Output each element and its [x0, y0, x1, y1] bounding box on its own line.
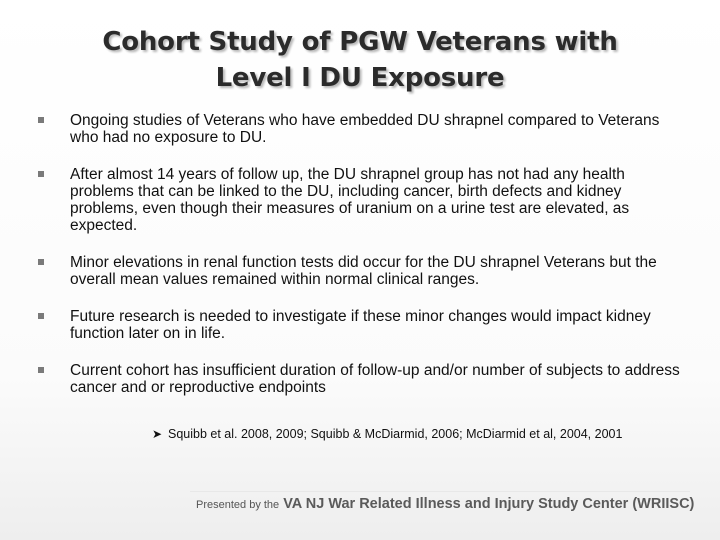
- citation-sub-bullet: [152, 426, 622, 442]
- title-line-2: Level I DU Exposure: [215, 63, 505, 93]
- bullet-text: Minor elevations in renal function tests did occur for the DU shrapnel Veterans but the overall mean values remained within normal clinical ranges.: [70, 254, 657, 288]
- footer-prefix: Presented by the: [196, 499, 280, 511]
- bullet-text: Future research is needed to investigate if these minor changes would impact kidney function later on in life.: [70, 308, 651, 342]
- bullet-item: [38, 362, 688, 396]
- bullet-text: Ongoing studies of Veterans who have embedded DU shrapnel compared to Veterans who had no exposure to DU.: [70, 112, 660, 146]
- square-bullet-icon: [38, 367, 44, 373]
- title-line-1: Cohort Study of PGW Veterans with: [102, 27, 618, 57]
- square-bullet-icon: [38, 117, 44, 123]
- square-bullet-icon: [38, 313, 44, 319]
- slide-title: [40, 24, 680, 96]
- bullet-text: Current cohort has insufficient duration of follow-up and/or number of subjects to address cancer and or reproductive endpoints: [70, 362, 680, 396]
- bullet-item: [38, 112, 688, 146]
- footer-org: VA NJ War Related Illness and Injury Study Center (WRIISC): [283, 496, 695, 512]
- footer-divider: [190, 491, 690, 492]
- bullet-list: [38, 112, 688, 396]
- arrow-bullet-icon: ➤: [152, 427, 163, 441]
- bullet-item: [38, 166, 688, 234]
- bullet-text: After almost 14 years of follow up, the DU shrapnel group has not had any health problems that can be linked to the DU, including cancer, birth defects and kidney problems, even though their measures of uranium on a urine test are elevated, as expected.: [70, 166, 630, 234]
- footer: [196, 496, 694, 512]
- square-bullet-icon: [38, 171, 44, 177]
- bullet-item: [38, 308, 688, 342]
- citation-text: Squibb et al. 2008, 2009; Squibb & McDiarmid, 2006; McDiarmid et al, 2004, 2001: [168, 427, 623, 441]
- square-bullet-icon: [38, 259, 44, 265]
- bullet-item: [38, 254, 688, 288]
